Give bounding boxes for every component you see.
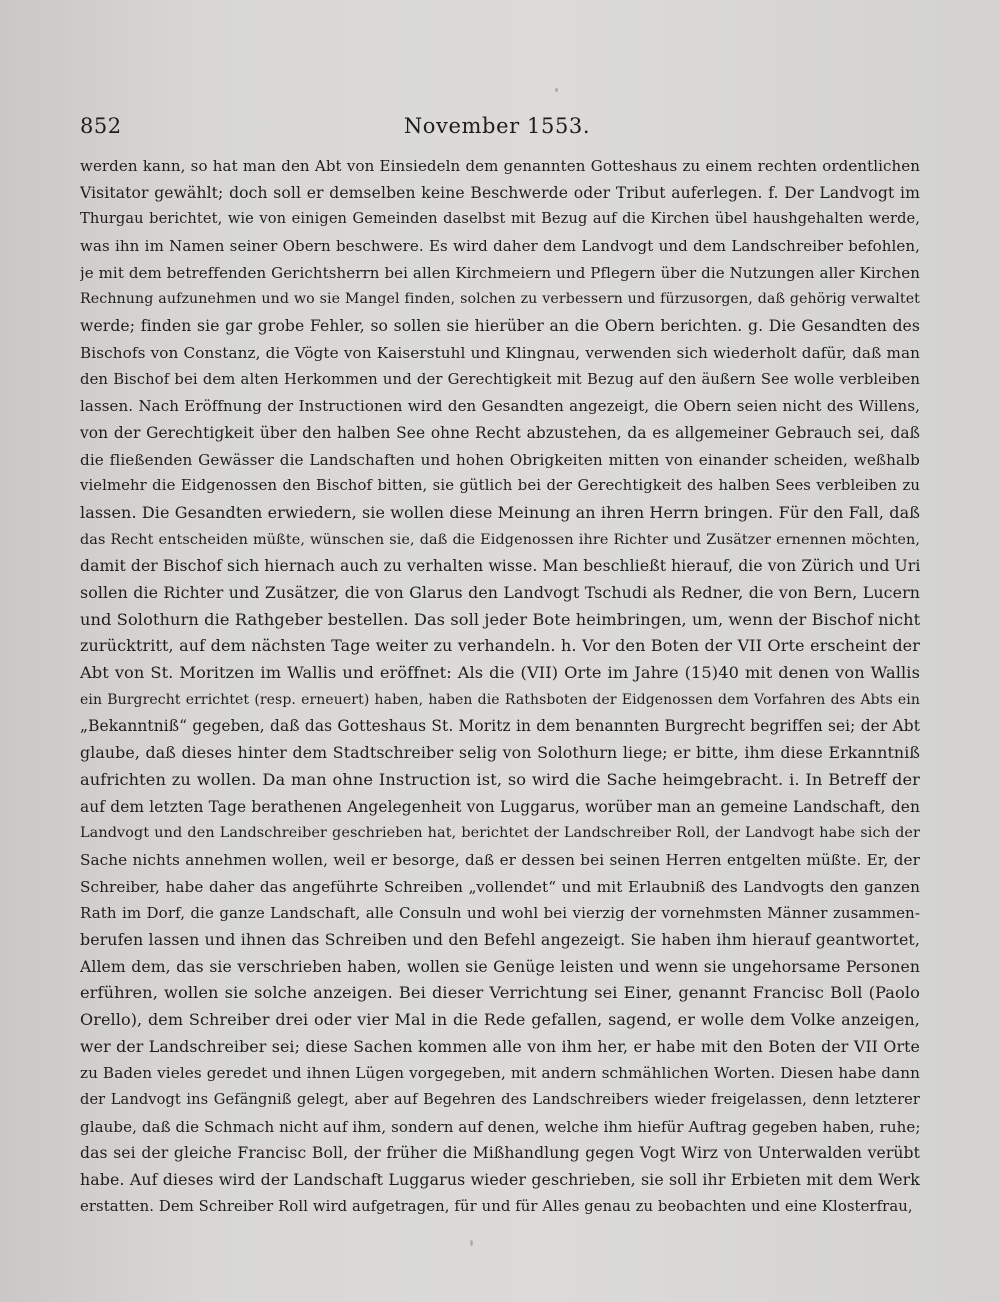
- text-line: von der Gerechtigkeit über den halben See ohne Recht abzustehen, da es allgemeiner Gebrauch sei, daß: [80, 423, 920, 442]
- text-line: sollen die Richter und Zusätzer, die von Glarus den Landvogt Tschudi als Redner, die von Bern, Lucern: [80, 583, 920, 602]
- ink-speck: [555, 88, 558, 92]
- text-line: erführen, wollen sie solche anzeigen. Bei dieser Verrichtung sei Einer, genannt Francisc Boll (Paolo: [80, 983, 920, 1003]
- text-line: zu Baden vieles geredet und ihnen Lügen vorgegeben, mit andern schmählichen Worten. Diesen habe dann: [80, 1064, 920, 1083]
- text-line: Abt von St. Moritzen im Wallis und eröffnet: Als die (VII) Orte im Jahre (15)40 mit denen von Wallis: [80, 663, 920, 683]
- text-line: Allem dem, das sie verschrieben haben, wollen sie Genüge leisten und wenn sie ungehorsame Personen: [80, 957, 920, 976]
- text-line: werden kann, so hat man den Abt von Einsiedeln dem genannten Gotteshaus zu einem rechten ordentlichen: [80, 157, 920, 175]
- text-line: das Recht entscheiden müßte, wünschen sie, daß die Eidgenossen ihre Richter und Zusätzer ernennen möchten,: [80, 531, 920, 548]
- text-line: auf dem letzten Tage berathenen Angelegenheit von Luggarus, worüber man an gemeine Landschaft, den: [80, 797, 920, 816]
- text-line: lassen. Die Gesandten erwiedern, sie wollen diese Meinung an ihren Herrn bringen. Für den Fall, daß: [80, 502, 920, 522]
- text-line: vielmehr die Eidgenossen den Bischof bitten, sie gütlich bei der Gerechtigkeit des halben Sees verbleiben zu: [80, 477, 920, 495]
- text-line: glaube, daß die Schmach nicht auf ihm, sondern auf denen, welche ihm hiefür Auftrag gegeben haben, ruhe;: [80, 1117, 920, 1136]
- text-line: Thurgau berichtet, wie von einigen Gemeinden daselbst mit Bezug auf die Kirchen übel haushgehalten werde,: [80, 210, 920, 228]
- text-line: das sei der gleiche Francisc Boll, der früher die Mißhandlung gegen Vogt Wirz von Unterwalden verübt: [80, 1144, 920, 1163]
- text-line: Visitator gewählt; doch soll er demselben keine Beschwerde oder Tribut auferlegen. f. Der Landvogt im: [80, 183, 920, 202]
- text-line: aufrichten zu wollen. Da man ohne Instruction ist, so wird die Sache heimgebracht. i. In Betreff der: [80, 769, 920, 789]
- text-line: ein Burgrecht errichtet (resp. erneuert) haben, haben die Rathsboten der Eidgenossen dem Vorfahren des Abts ein: [80, 691, 920, 708]
- text-line: erstatten. Dem Schreiber Roll wird aufgetragen, für und für Alles genau zu beobachten und eine Klosterfrau,: [80, 1197, 913, 1215]
- text-line: berufen lassen und ihnen das Schreiben und den Befehl angezeigt. Sie haben ihm hierauf geantwortet,: [80, 929, 920, 949]
- text-line: was ihn im Namen seiner Obern beschwere. Es wird daher dem Landvogt und dem Landschreiber befohlen,: [80, 237, 920, 256]
- text-line: die fließenden Gewässer die Landschaften und hohen Obrigkeiten mitten von einander scheiden, weßhalb: [80, 450, 920, 469]
- text-line: Rechnung aufzunehmen und wo sie Mangel finden, solchen zu verbessern und fürzusorgen, daß gehörig verwaltet: [80, 291, 920, 308]
- text-line: den Bischof bei dem alten Herkommen und der Gerechtigkeit mit Bezug auf den äußern See wolle verbleiben: [80, 370, 920, 388]
- text-line: Rath im Dorf, die ganze Landschaft, alle Consuln und wohl bei vierzig der vornehmsten Männer zusammen-: [80, 904, 920, 923]
- text-line: glaube, daß dieses hinter dem Stadtschreiber selig von Solothurn liege; er bitte, ihm diese Erkanntniß: [80, 743, 920, 763]
- text-line: lassen. Nach Eröffnung der Instructionen wird den Gesandten angezeigt, die Obern seien nicht des Willens,: [80, 397, 920, 416]
- text-line: je mit dem betreffenden Gerichtsherrn bei allen Kirchmeiern und Pflegern über die Nutzungen aller Kirchen: [80, 263, 920, 282]
- ink-speck: [470, 1240, 473, 1246]
- running-head: November 1553.: [403, 114, 591, 138]
- text-line: Bischofs von Constanz, die Vögte von Kaiserstuhl und Klingnau, verwenden sich wiederholt dafür, daß man: [80, 343, 920, 362]
- text-line: Schreiber, habe daher das angeführte Schreiben „vollendet“ und mit Erlaubniß des Landvogts den ganzen: [80, 877, 920, 896]
- text-line: „Bekanntniß“ gegeben, daß das Gotteshaus St. Moritz in dem benannten Burgrecht begriffen sei; der Abt: [80, 717, 920, 736]
- text-line: und Solothurn die Rathgeber bestellen. Das soll jeder Bote heimbringen, um, wenn der Bischof nicht: [80, 609, 920, 629]
- text-line: werde; finden sie gar grobe Fehler, so sollen sie hierüber an die Obern berichten. g. Die Gesandten des: [80, 317, 920, 336]
- text-line: der Landvogt ins Gefängniß gelegt, aber auf Begehren des Landschreibers wieder freigelassen, denn letzterer: [80, 1091, 920, 1109]
- text-line: Landvogt und den Landschreiber geschrieben hat, berichtet der Landschreiber Roll, der Landvogt habe sich der: [80, 825, 920, 842]
- text-line: Sache nichts annehmen wollen, weil er besorge, daß er dessen bei seinen Herren entgelten müßte. Er, der: [80, 850, 920, 869]
- text-line: habe. Auf dieses wird der Landschaft Luggarus wieder geschrieben, sie soll ihr Erbieten mit dem Werk: [80, 1170, 920, 1190]
- text-line: zurücktritt, auf dem nächsten Tage weiter zu verhandeln. h. Vor den Boten der VII Orte erscheint der: [80, 636, 920, 656]
- page-number: 852: [80, 114, 122, 138]
- page-header: [80, 114, 914, 144]
- body-text: [80, 153, 920, 1221]
- text-line: damit der Bischof sich hiernach auch zu verhalten wisse. Man beschließt hierauf, die von Zürich und Uri: [80, 557, 920, 576]
- text-line: wer der Landschreiber sei; diese Sachen kommen alle von ihm her, er habe mit den Boten der VII Orte: [80, 1036, 920, 1056]
- text-line: Orello), dem Schreiber drei oder vier Mal in die Rede gefallen, sagend, er wolle dem Volke anzeigen,: [80, 1010, 920, 1029]
